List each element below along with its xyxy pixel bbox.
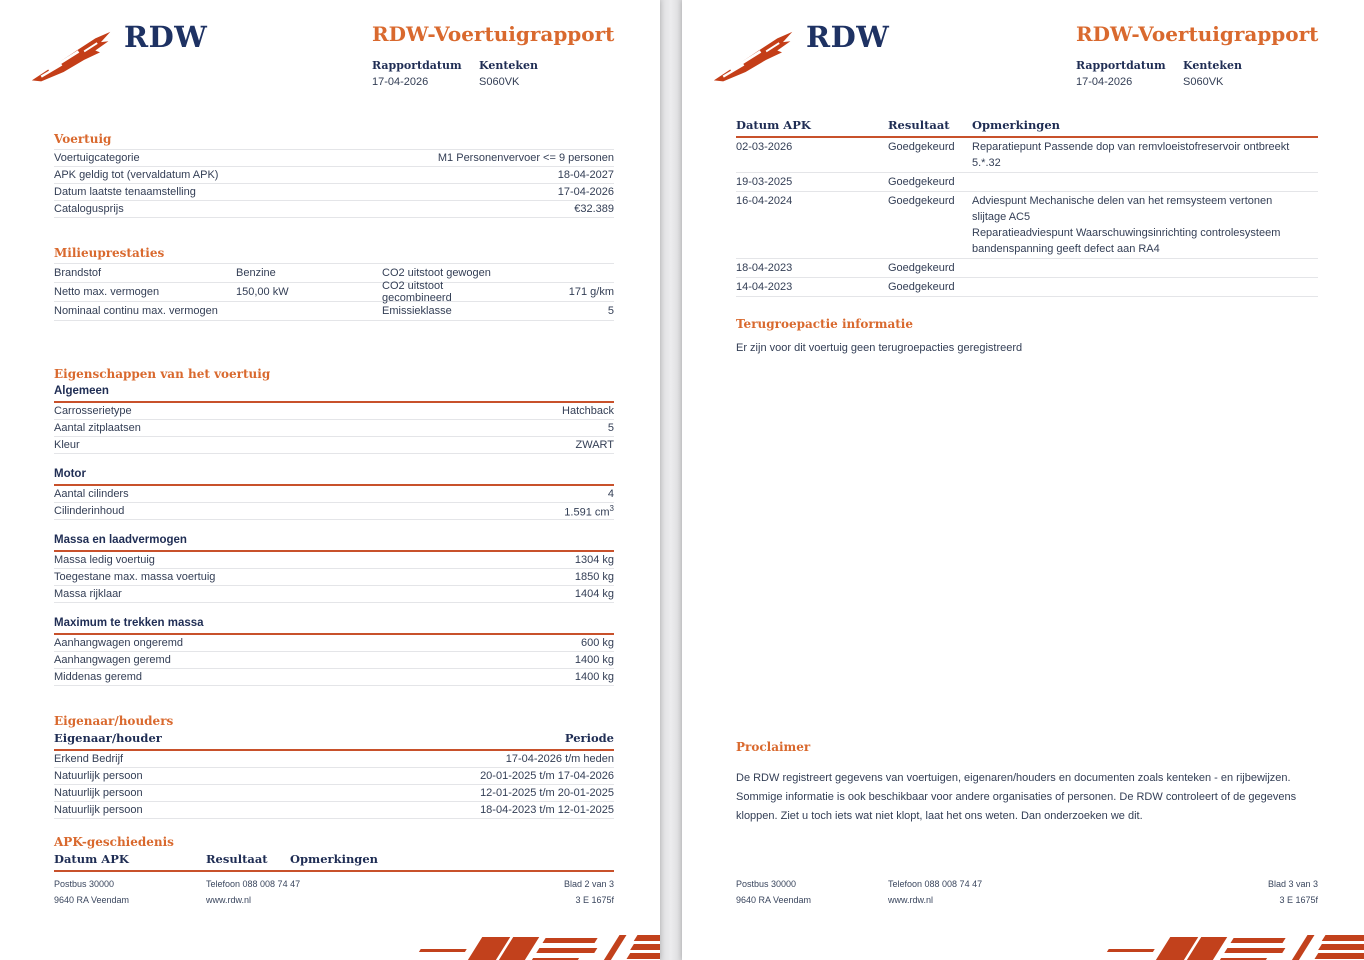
remark-line: Adviespunt Mechanische delen van het remsysteem vertonen: [972, 195, 1273, 207]
section-proclaimer: [736, 740, 1318, 826]
row-value: 17-04-2026 t/m heden: [505, 753, 614, 765]
footer-website: www.rdw.nl: [206, 895, 252, 905]
subsection-algemeen: [54, 385, 614, 454]
apk-result: Goedgekeurd: [888, 195, 955, 207]
report-meta: [1076, 59, 1318, 88]
section-eigenaar-houders: [54, 714, 614, 819]
subsection-motor: [54, 468, 614, 520]
row-label: Kleur: [54, 439, 80, 451]
table-row: [54, 652, 614, 669]
row-value: 171 g/km: [568, 286, 614, 298]
row-label: Datum laatste tenaamstelling: [54, 186, 196, 198]
table-row: [54, 569, 614, 586]
footer-phone: Telefoon 088 008 74 47: [206, 879, 301, 889]
row-label: Aanhangwagen ongeremd: [54, 637, 184, 649]
rapportdatum-label: Rapportdatum: [1076, 59, 1166, 72]
section-milieuprestaties: [54, 246, 614, 321]
subsection-title: Motor: [54, 468, 614, 486]
row-label: Brandstof: [54, 267, 102, 279]
footer-website: www.rdw.nl: [888, 895, 934, 905]
row-label: Aanhangwagen geremd: [54, 654, 171, 666]
title-block: [1076, 22, 1318, 88]
rapportdatum-value: 17-04-2026: [372, 76, 429, 88]
table-row: [54, 302, 614, 321]
row-label: Catalogusprijs: [54, 203, 124, 215]
table-row: [54, 280, 614, 304]
table-row: [54, 802, 614, 819]
section-terugroepactie: [736, 317, 1318, 354]
row-value: 1400 kg: [574, 671, 614, 683]
row-value: Benzine: [236, 267, 276, 279]
table-row: [736, 173, 1318, 192]
footer-pageinfo: [1268, 876, 1318, 908]
section-heading: Proclaimer: [736, 740, 811, 754]
footer-form-code: 3 E 1675f: [1279, 895, 1318, 905]
footer-address: [54, 876, 206, 908]
table-row: [54, 669, 614, 686]
table-row: [54, 486, 614, 503]
subsection-rows: [54, 486, 614, 520]
footer-address: [736, 876, 888, 908]
row-value: 1850 kg: [574, 571, 614, 583]
row-label: Middenas geremd: [54, 671, 143, 683]
section-heading: Voertuig: [54, 132, 112, 146]
apk-result: Goedgekeurd: [888, 262, 955, 274]
table-row: [736, 259, 1318, 278]
apk-date: 19-03-2025: [736, 176, 793, 188]
footer-postbus: Postbus 30000: [736, 879, 797, 889]
row-value: 20-01-2025 t/m 17-04-2026: [480, 770, 614, 782]
voertuig-rows: [54, 149, 614, 218]
row-label: Massa rijklaar: [54, 588, 122, 600]
table-header: [54, 731, 614, 751]
apk-date: 14-04-2023: [736, 281, 793, 293]
row-label: Natuurlijk persoon: [54, 787, 143, 799]
remark-line: Reparatieadviespunt Waarschuwingsinrichting controlesysteem: [972, 227, 1281, 239]
kenteken-value: S060VK: [1183, 76, 1224, 88]
milieu-rows: [54, 263, 614, 321]
row-value: 1404 kg: [574, 588, 614, 600]
apk-date: 16-04-2024: [736, 195, 793, 207]
apk-remarks: [972, 174, 1318, 190]
row-value: 600 kg: [580, 637, 614, 649]
apk-history-table: [736, 118, 1318, 297]
apk-remarks: [972, 139, 1318, 171]
row-value-superscript: 3: [609, 503, 614, 513]
apk-remarks: [972, 279, 1318, 295]
table-row: [736, 278, 1318, 297]
footer-pageinfo: [564, 876, 614, 908]
subsection-title: Maximum te trekken massa: [54, 617, 614, 635]
page-header: [682, 0, 1364, 96]
table-row: [54, 751, 614, 768]
section-heading: APK-geschiedenis: [54, 835, 174, 849]
row-label: CO2 uitstoot gecombineerd: [382, 280, 452, 304]
row-label: Emissieklasse: [382, 305, 452, 317]
column-header: Resultaat: [206, 852, 268, 866]
kenteken-label: Kenteken: [479, 59, 539, 72]
section-heading: Eigenschappen van het voertuig: [54, 367, 271, 381]
column-header: Opmerkingen: [290, 852, 379, 866]
rdw-logo-icon: [712, 30, 796, 86]
kenteken-label: Kenteken: [1183, 59, 1243, 72]
column-header: Periode: [564, 731, 614, 745]
table-row: [54, 768, 614, 785]
kenteken-block: [1183, 59, 1242, 88]
document-title: RDW-Voertuigrapport: [372, 22, 615, 46]
row-label: Natuurlijk persoon: [54, 770, 143, 782]
rdw-logo-text: RDW: [806, 20, 890, 54]
page-content: [682, 118, 1364, 354]
table-row: [54, 403, 614, 420]
section-heading: Eigenaar/houders: [54, 714, 174, 728]
terugroep-text: Er zijn voor dit voertuig geen terugroepacties geregistreerd: [736, 342, 1023, 354]
row-value: €32.389: [574, 203, 614, 215]
footer-page-number: Blad 3 van 3: [1267, 879, 1318, 889]
row-value: ZWART: [575, 439, 614, 451]
report-page-3: [682, 0, 1364, 960]
table-row: [54, 167, 614, 184]
table-row: [54, 150, 614, 167]
subsection-rows: [54, 403, 614, 454]
subsection-title: Algemeen: [54, 385, 614, 403]
kenteken-value: S060VK: [479, 76, 520, 88]
row-value: M1 Personenvervoer <= 9 personen: [437, 152, 614, 164]
table-row: [54, 785, 614, 802]
row-value: 12-01-2025 t/m 20-01-2025: [480, 787, 614, 799]
subsection-title: Massa en laadvermogen: [54, 534, 614, 552]
table-header: [54, 852, 614, 872]
rapportdatum-block: [1076, 59, 1183, 88]
apk-date: 02-03-2026: [736, 141, 793, 153]
apk-result: Goedgekeurd: [888, 141, 955, 153]
footer-form-code: 3 E 1675f: [575, 895, 614, 905]
table-header: [736, 118, 1318, 138]
table-row: [54, 437, 614, 454]
row-label: Cilinderinhoud: [54, 505, 125, 517]
subsection-trekken-massa: [54, 617, 614, 686]
kenteken-block: [479, 59, 538, 88]
footer-contact: [888, 876, 1268, 908]
column-header: Eigenaar/houder: [54, 731, 162, 745]
section-apk-geschiedenis: [54, 835, 614, 872]
table-row: [54, 503, 614, 520]
column-header: Opmerkingen: [972, 118, 1061, 132]
rdw-logo-text: RDW: [124, 20, 208, 54]
rapportdatum-value: 17-04-2026: [1076, 76, 1133, 88]
table-row: [736, 192, 1318, 259]
row-label: Toegestane max. massa voertuig: [54, 571, 216, 583]
section-heading: Milieuprestaties: [54, 246, 165, 260]
table-row: [54, 184, 614, 201]
column-header: Datum APK: [736, 118, 811, 132]
row-label: Aantal cilinders: [54, 488, 129, 500]
table-row: [54, 201, 614, 218]
row-label: Voertuigcategorie: [54, 152, 140, 164]
table-row: [54, 635, 614, 652]
document-title: RDW-Voertuigrapport: [1076, 22, 1319, 46]
subsection-massa: [54, 534, 614, 603]
row-value-text: 1.591 cm: [564, 506, 610, 519]
remark-line: 5.*.32: [972, 157, 1001, 169]
row-value: [564, 504, 614, 519]
eigenaar-rows: [54, 751, 614, 819]
section-heading: Terugroepactie informatie: [736, 317, 913, 331]
subsection-rows: [54, 635, 614, 686]
report-meta: [372, 59, 614, 88]
title-block: [372, 22, 614, 88]
column-header: Resultaat: [888, 118, 950, 132]
row-label: CO2 uitstoot gewogen: [382, 267, 491, 279]
footer-postbus: Postbus 30000: [54, 879, 115, 889]
apk-remarks: [972, 193, 1318, 257]
remark-line: Reparatiepunt Passende dop van remvloeistofreservoir ontbreekt: [972, 141, 1290, 153]
page-footer: [54, 876, 614, 908]
page-header: [0, 0, 660, 96]
row-value: 5: [607, 422, 614, 434]
row-value: 5: [607, 305, 614, 317]
row-value: 17-04-2026: [557, 186, 614, 198]
section-eigenschappen: [54, 367, 614, 686]
row-value: 1400 kg: [574, 654, 614, 666]
apk-date: 18-04-2023: [736, 262, 793, 274]
report-page-2: [0, 0, 660, 960]
proclaimer-text: De RDW registreert gegevens van voertuigen, eigenaren/houders en documenten zoals kenteken - en rijbewijzen. Sommige informatie is ook beschikbaar voor andere organisaties of personen. De RDW controleert of de gegevens kloppen. Ziet u toch iets wat niet klopt, laat het ons weten. Dan onderzoeken we dit.: [736, 772, 1297, 822]
rdw-speedlines-graphic: [364, 931, 660, 960]
subsection-rows: [54, 552, 614, 603]
apk-remarks: [972, 260, 1318, 276]
rapportdatum-block: [372, 59, 479, 88]
table-row: [54, 552, 614, 569]
section-voertuig: [54, 132, 614, 218]
table-row: [54, 420, 614, 437]
row-label: Nominaal continu max. vermogen: [54, 305, 218, 317]
row-label: APK geldig tot (vervaldatum APK): [54, 169, 219, 181]
row-value: 18-04-2027: [557, 169, 614, 181]
page-gutter: [660, 0, 682, 960]
row-value: 4: [607, 488, 614, 500]
rdw-logo: [712, 22, 889, 86]
rapportdatum-label: Rapportdatum: [372, 59, 462, 72]
apk-result: Goedgekeurd: [888, 281, 955, 293]
footer-phone: Telefoon 088 008 74 47: [888, 879, 983, 889]
row-label: Massa ledig voertuig: [54, 554, 155, 566]
row-label: Natuurlijk persoon: [54, 804, 143, 816]
rdw-logo-icon: [30, 30, 114, 86]
row-value: 18-04-2023 t/m 12-01-2025: [480, 804, 614, 816]
footer-city: 9640 RA Veendam: [54, 895, 130, 905]
row-label: Carrosserietype: [54, 405, 132, 417]
row-value: 1304 kg: [574, 554, 614, 566]
footer-contact: [206, 876, 564, 908]
remark-line: bandenspanning geeft defect aan RA4: [972, 243, 1160, 255]
footer-page-number: Blad 2 van 3: [563, 879, 614, 889]
footer-city: 9640 RA Veendam: [736, 895, 812, 905]
table-row: [736, 138, 1318, 173]
table-row: [54, 586, 614, 603]
page-content: [0, 132, 660, 872]
page-footer: [736, 876, 1318, 908]
rdw-speedlines-graphic: [1052, 931, 1364, 960]
row-label: Erkend Bedrijf: [54, 753, 124, 765]
rdw-logo: [30, 22, 207, 86]
row-label: Aantal zitplaatsen: [54, 422, 141, 434]
table-row: [54, 264, 614, 283]
row-label: Netto max. vermogen: [54, 286, 160, 298]
row-value: Hatchback: [562, 405, 614, 417]
row-value: 150,00 kW: [236, 286, 289, 298]
remark-line: slijtage AC5: [972, 211, 1031, 223]
column-header: Datum APK: [54, 852, 129, 866]
apk-result: Goedgekeurd: [888, 176, 955, 188]
